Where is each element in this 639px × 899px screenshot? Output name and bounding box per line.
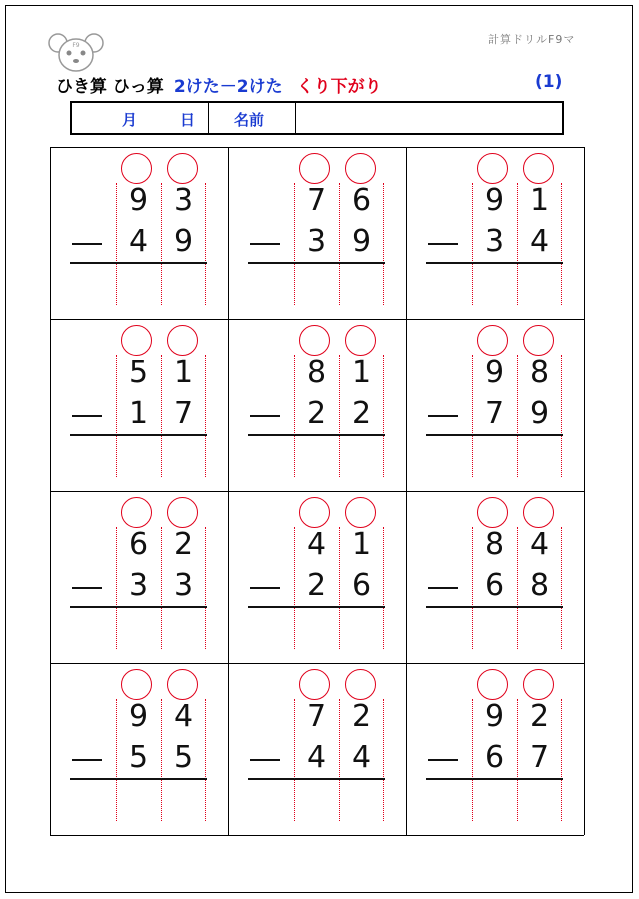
borrow-circle[interactable] — [345, 325, 376, 356]
answer-area[interactable] — [472, 265, 562, 305]
borrow-circle[interactable] — [523, 325, 554, 356]
borrow-circle[interactable] — [121, 325, 152, 356]
problem-cell — [50, 147, 228, 319]
day-label: 日 — [180, 111, 196, 129]
minus-sign — [428, 759, 458, 761]
problem-cell — [50, 663, 228, 835]
minuend-tens: 6 — [128, 527, 149, 562]
answer-area[interactable] — [294, 609, 384, 649]
problem-cell — [406, 491, 584, 663]
borrow-circle[interactable] — [345, 497, 376, 528]
subtrahend-tens: 2 — [306, 568, 327, 603]
divider — [208, 103, 209, 133]
subtrahend-tens: 4 — [306, 740, 327, 775]
minuend-tens: 9 — [484, 699, 505, 734]
borrow-circle[interactable] — [167, 497, 198, 528]
subtrahend-ones: 9 — [529, 396, 550, 431]
answer-area[interactable] — [116, 609, 206, 649]
borrow-circle[interactable] — [477, 325, 508, 356]
subtrahend-tens: 1 — [128, 396, 149, 431]
subtrahend-ones: 9 — [173, 224, 194, 259]
borrow-circle[interactable] — [523, 153, 554, 184]
problem-cell — [228, 147, 406, 319]
problem-cell — [228, 663, 406, 835]
answer-area[interactable] — [116, 437, 206, 477]
minuend-ones: 3 — [173, 183, 194, 218]
minuend-ones: 8 — [529, 355, 550, 390]
minuend-tens: 9 — [128, 699, 149, 734]
answer-rule — [70, 262, 207, 264]
problem-cell — [228, 319, 406, 491]
borrow-circle[interactable] — [121, 497, 152, 528]
minuend-tens: 7 — [306, 699, 327, 734]
answer-rule — [248, 262, 385, 264]
borrow-circle[interactable] — [477, 497, 508, 528]
subtrahend-tens: 6 — [484, 740, 505, 775]
title-part-digits: 2けた－2けた — [173, 77, 283, 97]
minus-sign — [428, 243, 458, 245]
subtrahend-ones: 9 — [351, 224, 372, 259]
brand-text: 計算ドリルF9マ — [488, 33, 576, 46]
minuend-tens: 8 — [484, 527, 505, 562]
problem-cell — [228, 491, 406, 663]
subtrahend-ones: 4 — [351, 740, 372, 775]
problem-cell — [50, 319, 228, 491]
name-date-row — [70, 101, 564, 135]
minus-sign — [72, 587, 102, 589]
borrow-circle[interactable] — [299, 325, 330, 356]
date-field[interactable] — [72, 103, 208, 133]
minuend-ones: 4 — [173, 699, 194, 734]
problem-cell — [406, 663, 584, 835]
subtrahend-ones: 7 — [173, 396, 194, 431]
minuend-tens: 5 — [128, 355, 149, 390]
answer-rule — [248, 778, 385, 780]
minus-sign — [72, 415, 102, 417]
answer-rule — [70, 778, 207, 780]
borrow-circle[interactable] — [167, 325, 198, 356]
minuend-ones: 4 — [529, 527, 550, 562]
problem-cell — [406, 319, 584, 491]
borrow-circle[interactable] — [167, 153, 198, 184]
subtrahend-ones: 5 — [173, 740, 194, 775]
minuend-tens: 8 — [306, 355, 327, 390]
minuend-ones: 1 — [173, 355, 194, 390]
minus-sign — [72, 759, 102, 761]
answer-area[interactable] — [472, 781, 562, 821]
minus-sign — [428, 587, 458, 589]
minuend-tens: 4 — [306, 527, 327, 562]
minus-sign — [250, 587, 280, 589]
borrow-circle[interactable] — [477, 669, 508, 700]
subtrahend-tens: 3 — [306, 224, 327, 259]
minuend-tens: 9 — [128, 183, 149, 218]
answer-rule — [248, 606, 385, 608]
borrow-circle[interactable] — [121, 153, 152, 184]
minuend-tens: 9 — [484, 355, 505, 390]
minuend-tens: 7 — [306, 183, 327, 218]
answer-area[interactable] — [294, 781, 384, 821]
name-field[interactable] — [297, 103, 562, 133]
subtrahend-ones: 3 — [173, 568, 194, 603]
title-part-subtraction: ひき算 ひっ算 — [56, 77, 164, 97]
minuend-ones: 1 — [351, 355, 372, 390]
problem-grid — [50, 147, 584, 834]
answer-area[interactable] — [472, 609, 562, 649]
borrow-circle[interactable] — [523, 497, 554, 528]
borrow-circle[interactable] — [345, 153, 376, 184]
month-label: 月 — [122, 111, 138, 129]
minus-sign — [72, 243, 102, 245]
divider — [295, 103, 296, 133]
answer-rule — [426, 778, 563, 780]
borrow-circle[interactable] — [345, 669, 376, 700]
subtrahend-ones: 7 — [529, 740, 550, 775]
minuend-ones: 1 — [529, 183, 550, 218]
answer-area[interactable] — [294, 265, 384, 305]
title-part-borrow: くり下がり — [296, 77, 382, 97]
subtrahend-ones: 2 — [351, 396, 372, 431]
logo-text: F9 — [72, 42, 80, 49]
subtrahend-tens: 2 — [306, 396, 327, 431]
page-title — [56, 72, 382, 97]
minuend-ones: 2 — [529, 699, 550, 734]
borrow-circle[interactable] — [523, 669, 554, 700]
sheet-number: (1) — [535, 72, 563, 92]
answer-rule — [70, 606, 207, 608]
subtrahend-tens: 3 — [128, 568, 149, 603]
borrow-circle[interactable] — [167, 669, 198, 700]
answer-area[interactable] — [116, 781, 206, 821]
minuend-ones: 2 — [173, 527, 194, 562]
answer-rule — [70, 434, 207, 436]
subtrahend-tens: 5 — [128, 740, 149, 775]
mouse-logo-icon — [48, 29, 104, 75]
subtrahend-tens: 7 — [484, 396, 505, 431]
answer-rule — [426, 606, 563, 608]
minus-sign — [428, 415, 458, 417]
minus-sign — [250, 415, 280, 417]
borrow-circle[interactable] — [299, 153, 330, 184]
grid-line-vertical — [584, 147, 585, 835]
minus-sign — [250, 243, 280, 245]
subtrahend-ones: 4 — [529, 224, 550, 259]
answer-rule — [426, 434, 563, 436]
answer-area[interactable] — [294, 437, 384, 477]
answer-rule — [248, 434, 385, 436]
name-label: 名前 — [234, 111, 265, 129]
borrow-circle[interactable] — [121, 669, 152, 700]
minuend-ones: 2 — [351, 699, 372, 734]
grid-line-horizontal — [50, 835, 584, 836]
subtrahend-ones: 6 — [351, 568, 372, 603]
subtrahend-tens: 6 — [484, 568, 505, 603]
minus-sign — [250, 759, 280, 761]
answer-area[interactable] — [472, 437, 562, 477]
subtrahend-tens: 3 — [484, 224, 505, 259]
minuend-tens: 9 — [484, 183, 505, 218]
borrow-circle[interactable] — [299, 669, 330, 700]
problem-cell — [50, 491, 228, 663]
problem-cell — [406, 147, 584, 319]
subtrahend-ones: 8 — [529, 568, 550, 603]
answer-rule — [426, 262, 563, 264]
borrow-circle[interactable] — [477, 153, 508, 184]
borrow-circle[interactable] — [299, 497, 330, 528]
subtrahend-tens: 4 — [128, 224, 149, 259]
answer-area[interactable] — [116, 265, 206, 305]
minuend-ones: 1 — [351, 527, 372, 562]
minuend-ones: 6 — [351, 183, 372, 218]
